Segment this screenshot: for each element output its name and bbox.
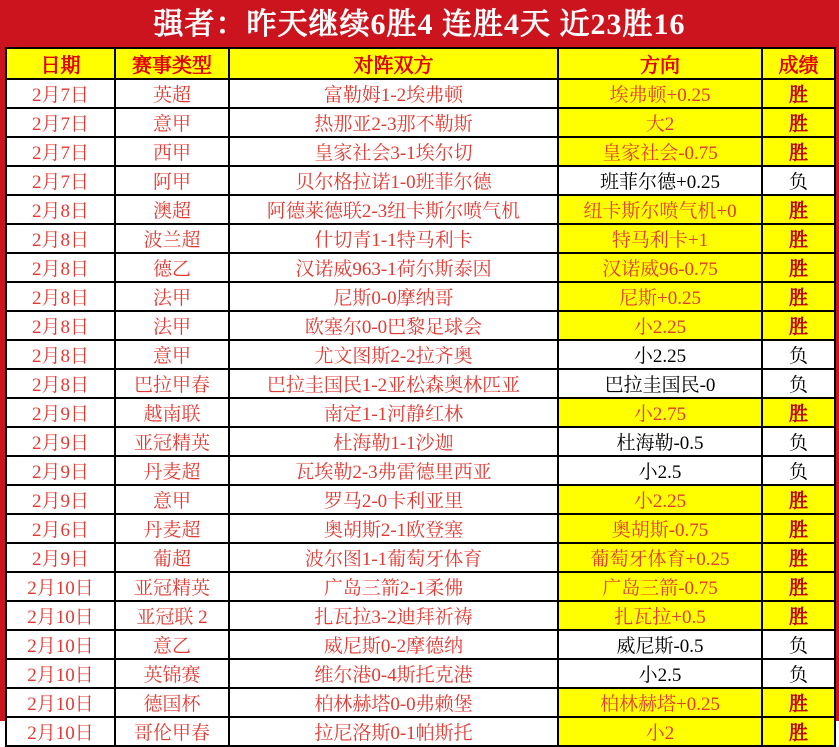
result-cell: 胜 [762, 688, 835, 717]
league-cell: 意乙 [115, 630, 229, 659]
table-row [6, 572, 835, 601]
col-header-result: 成绩 [762, 48, 835, 79]
result-cell: 负 [762, 456, 835, 485]
match-cell: 巴拉圭国民1-2亚松森奥林匹亚 [229, 369, 558, 398]
table-row [6, 398, 835, 427]
date-cell: 2月8日 [6, 195, 115, 224]
league-cell: 法甲 [115, 282, 229, 311]
match-cell: 广岛三箭2-1柔佛 [229, 572, 558, 601]
league-cell: 亚冠精英 [115, 427, 229, 456]
direction-cell: 汉诺威96-0.75 [558, 253, 762, 282]
table-row [6, 514, 835, 543]
league-cell: 西甲 [115, 137, 229, 166]
league-cell: 丹麦超 [115, 514, 229, 543]
page-title: 强者：昨天继续6胜4 连胜4天 近23胜16 [5, 6, 834, 47]
date-cell: 2月9日 [6, 456, 115, 485]
result-cell: 胜 [762, 572, 835, 601]
date-cell: 2月8日 [6, 340, 115, 369]
date-cell: 2月6日 [6, 514, 115, 543]
col-header-match: 对阵双方 [229, 48, 558, 79]
date-cell: 2月10日 [6, 717, 115, 746]
match-cell: 拉尼洛斯0-1帕斯托 [229, 717, 558, 746]
match-cell: 维尔港0-4斯托克港 [229, 659, 558, 688]
league-cell: 意甲 [115, 485, 229, 514]
result-cell: 胜 [762, 282, 835, 311]
direction-cell: 小2.25 [558, 340, 762, 369]
match-cell: 波尔图1-1葡萄牙体育 [229, 543, 558, 572]
direction-cell: 葡萄牙体育+0.25 [558, 543, 762, 572]
table-row [6, 601, 835, 630]
date-cell: 2月7日 [6, 137, 115, 166]
table-body [6, 79, 835, 746]
direction-cell: 班菲尔德+0.25 [558, 166, 762, 195]
date-cell: 2月10日 [6, 630, 115, 659]
league-cell: 澳超 [115, 195, 229, 224]
table-row [6, 630, 835, 659]
match-cell: 柏林赫塔0-0弗赖堡 [229, 688, 558, 717]
result-cell: 胜 [762, 108, 835, 137]
result-cell: 胜 [762, 514, 835, 543]
league-cell: 阿甲 [115, 166, 229, 195]
result-cell: 胜 [762, 253, 835, 282]
result-cell: 胜 [762, 137, 835, 166]
table-row [6, 717, 835, 746]
match-cell: 欧塞尔0-0巴黎足球会 [229, 311, 558, 340]
table-row [6, 224, 835, 253]
league-cell: 波兰超 [115, 224, 229, 253]
table-row [6, 79, 835, 108]
table-row [6, 485, 835, 514]
table-header [6, 48, 835, 79]
direction-cell: 埃弗顿+0.25 [558, 79, 762, 108]
date-cell: 2月8日 [6, 253, 115, 282]
result-cell: 胜 [762, 311, 835, 340]
date-cell: 2月8日 [6, 224, 115, 253]
league-cell: 意甲 [115, 108, 229, 137]
match-cell: 扎瓦拉3-2迪拜祈祷 [229, 601, 558, 630]
match-cell: 尼斯0-0摩纳哥 [229, 282, 558, 311]
result-cell: 负 [762, 369, 835, 398]
match-cell: 威尼斯0-2摩德纳 [229, 630, 558, 659]
table-row [6, 166, 835, 195]
direction-cell: 杜海勒-0.5 [558, 427, 762, 456]
date-cell: 2月9日 [6, 427, 115, 456]
table-row [6, 137, 835, 166]
date-cell: 2月10日 [6, 688, 115, 717]
result-cell: 胜 [762, 195, 835, 224]
table-row [6, 311, 835, 340]
direction-cell: 皇家社会-0.75 [558, 137, 762, 166]
direction-cell: 小2.25 [558, 311, 762, 340]
direction-cell: 大2 [558, 108, 762, 137]
direction-cell: 纽卡斯尔喷气机+0 [558, 195, 762, 224]
result-cell: 负 [762, 659, 835, 688]
match-cell: 奥胡斯2-1欧登塞 [229, 514, 558, 543]
match-cell: 杜海勒1-1沙迦 [229, 427, 558, 456]
col-header-date: 日期 [6, 48, 115, 79]
result-cell: 胜 [762, 79, 835, 108]
match-cell: 贝尔格拉诺1-0班菲尔德 [229, 166, 558, 195]
table-row [6, 340, 835, 369]
result-cell: 负 [762, 340, 835, 369]
match-cell: 阿德莱德联2-3纽卡斯尔喷气机 [229, 195, 558, 224]
table-row [6, 427, 835, 456]
date-cell: 2月10日 [6, 572, 115, 601]
direction-cell: 威尼斯-0.5 [558, 630, 762, 659]
league-cell: 亚冠精英 [115, 572, 229, 601]
league-cell: 德国杯 [115, 688, 229, 717]
date-cell: 2月9日 [6, 543, 115, 572]
direction-cell: 小2.25 [558, 485, 762, 514]
result-cell: 胜 [762, 485, 835, 514]
result-cell: 胜 [762, 224, 835, 253]
date-cell: 2月8日 [6, 311, 115, 340]
table-row [6, 282, 835, 311]
table-row [6, 108, 835, 137]
col-header-direction: 方向 [558, 48, 762, 79]
date-cell: 2月7日 [6, 108, 115, 137]
result-cell: 胜 [762, 717, 835, 746]
date-cell: 2月10日 [6, 601, 115, 630]
direction-cell: 小2.5 [558, 456, 762, 485]
league-cell: 英锦赛 [115, 659, 229, 688]
direction-cell: 小2.75 [558, 398, 762, 427]
league-cell: 越南联 [115, 398, 229, 427]
league-cell: 法甲 [115, 311, 229, 340]
league-cell: 丹麦超 [115, 456, 229, 485]
league-cell: 意甲 [115, 340, 229, 369]
table-row [6, 688, 835, 717]
match-cell: 南定1-1河静红林 [229, 398, 558, 427]
direction-cell: 广岛三箭-0.75 [558, 572, 762, 601]
table-row [6, 369, 835, 398]
match-cell: 尤文图斯2-2拉齐奥 [229, 340, 558, 369]
league-cell: 德乙 [115, 253, 229, 282]
date-cell: 2月8日 [6, 282, 115, 311]
table-row [6, 253, 835, 282]
league-cell: 巴拉甲春 [115, 369, 229, 398]
date-cell: 2月8日 [6, 369, 115, 398]
table-row [6, 659, 835, 688]
date-cell: 2月9日 [6, 485, 115, 514]
match-cell: 汉诺威963-1荷尔斯泰因 [229, 253, 558, 282]
direction-cell: 尼斯+0.25 [558, 282, 762, 311]
direction-cell: 小2.5 [558, 659, 762, 688]
match-cell: 热那亚2-3那不勒斯 [229, 108, 558, 137]
result-cell: 负 [762, 630, 835, 659]
match-cell: 什切青1-1特马利卡 [229, 224, 558, 253]
direction-cell: 小2 [558, 717, 762, 746]
col-header-league: 赛事类型 [115, 48, 229, 79]
date-cell: 2月10日 [6, 659, 115, 688]
table-row [6, 543, 835, 572]
date-cell: 2月7日 [6, 79, 115, 108]
result-cell: 胜 [762, 543, 835, 572]
league-cell: 亚冠联 2 [115, 601, 229, 630]
league-cell: 葡超 [115, 543, 229, 572]
table-row [6, 456, 835, 485]
table-header-row [6, 48, 835, 79]
match-cell: 瓦埃勒2-3弗雷德里西亚 [229, 456, 558, 485]
table-row [6, 195, 835, 224]
league-cell: 英超 [115, 79, 229, 108]
result-cell: 负 [762, 427, 835, 456]
direction-cell: 巴拉圭国民-0 [558, 369, 762, 398]
match-cell: 皇家社会3-1埃尔切 [229, 137, 558, 166]
date-cell: 2月7日 [6, 166, 115, 195]
match-cell: 富勒姆1-2埃弗顿 [229, 79, 558, 108]
result-cell: 胜 [762, 398, 835, 427]
direction-cell: 柏林赫塔+0.25 [558, 688, 762, 717]
results-table [5, 47, 836, 747]
result-cell: 负 [762, 166, 835, 195]
direction-cell: 扎瓦拉+0.5 [558, 601, 762, 630]
date-cell: 2月9日 [6, 398, 115, 427]
match-cell: 罗马2-0卡利亚里 [229, 485, 558, 514]
result-cell: 胜 [762, 601, 835, 630]
direction-cell: 特马利卡+1 [558, 224, 762, 253]
league-cell: 哥伦甲春 [115, 717, 229, 746]
direction-cell: 奥胡斯-0.75 [558, 514, 762, 543]
